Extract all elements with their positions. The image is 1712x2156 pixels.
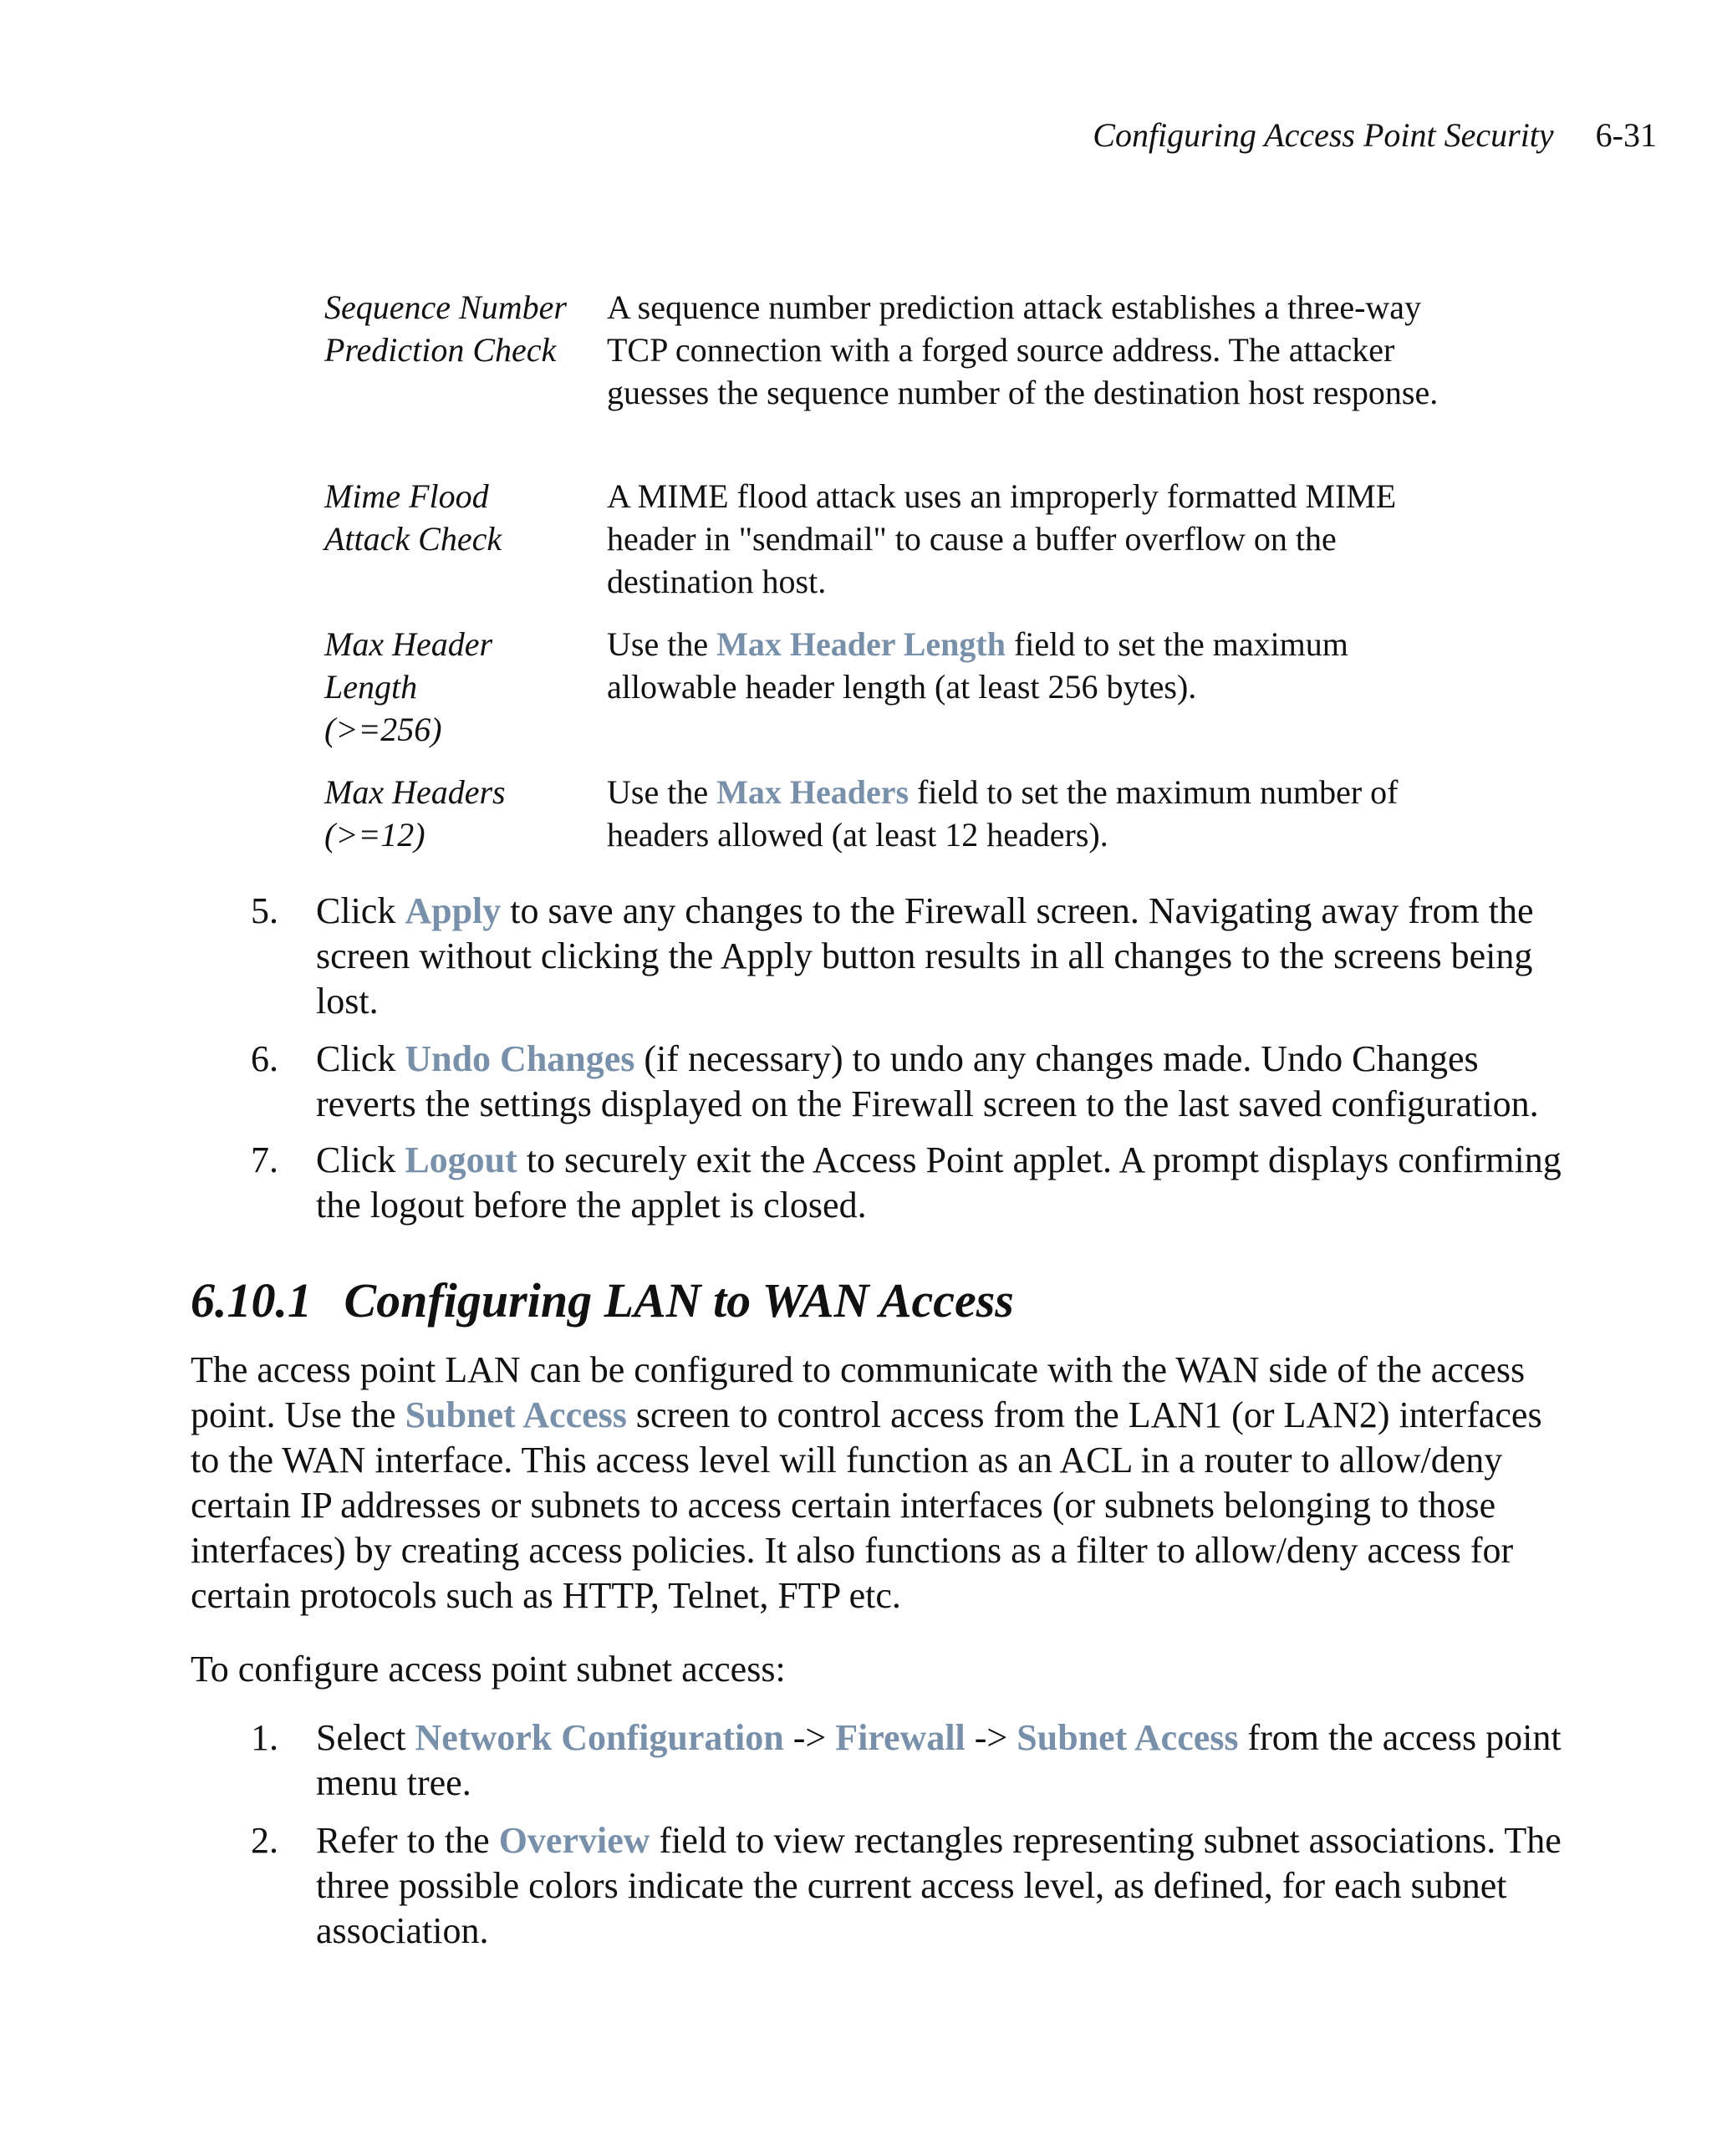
text-run: Click: [316, 890, 405, 931]
ui-reference: Max Header Length: [716, 625, 1006, 663]
text-run: Click: [316, 1038, 405, 1079]
ui-reference: Logout: [405, 1139, 517, 1180]
definition-description: [607, 286, 1443, 414]
text-run: screen to control access from the LAN1 (or LAN2) interfaces to the WAN interface. This access level will function as an ACL in a router to allow/deny certain IP addresses or subnets to access certain interfaces (or subnets belonging to those interfaces) by creating access policies. It also functions as a filter to allow/deny access for certain protocols such as HTTP, Telnet, FTP etc.: [191, 1394, 1542, 1616]
intro-paragraph: [191, 1348, 1578, 1618]
lead-paragraph: To configure access point subnet access:: [191, 1649, 786, 1690]
section-heading: [191, 1272, 1014, 1328]
text-run: ->: [965, 1717, 1017, 1758]
step-number: 2.: [251, 1820, 278, 1861]
text-run: Refer to the: [316, 1820, 499, 1861]
text-run: Use the: [607, 773, 717, 811]
definition-term: Sequence Number Prediction Check: [324, 288, 567, 369]
ui-reference: Subnet Access: [1016, 1717, 1239, 1758]
page-number: 6-31: [1595, 116, 1657, 154]
definition-description: [607, 475, 1443, 603]
text-run: The access point LAN can be configured to communicate with the WAN side of the access point. Use the: [191, 1349, 1526, 1435]
text-run: Use the: [607, 625, 717, 663]
step-text: [316, 889, 1587, 1024]
ui-reference: Apply: [405, 890, 502, 931]
step-number: 7.: [251, 1139, 278, 1180]
ui-reference: Undo Changes: [405, 1038, 635, 1079]
text-run: to securely exit the Access Point applet. A prompt displays confirming the logout before the applet is closed.: [316, 1139, 1562, 1226]
ui-reference: Subnet Access: [405, 1394, 627, 1435]
text-run: field to set the maximum allowable header length (at least 256 bytes).: [607, 625, 1348, 706]
step-text: [316, 1037, 1587, 1127]
text-run: A MIME flood attack uses an improperly formatted MIME header in "sendmail" to cause a buffer overflow on the destination host.: [607, 477, 1397, 600]
ui-reference: Overview: [498, 1820, 650, 1861]
definition-description: [607, 771, 1443, 856]
text-run: Click: [316, 1139, 405, 1180]
step-number: 6.: [251, 1038, 278, 1079]
ui-reference: Network Configuration: [415, 1717, 784, 1758]
section-number: 6.10.1: [191, 1273, 312, 1328]
definition-description: [607, 623, 1443, 708]
text-run: from the access point menu tree.: [316, 1717, 1562, 1803]
text-run: (if necessary) to undo any changes made. Undo Changes reverts the settings displayed on the Firewall screen to the last saved configuration.: [316, 1038, 1539, 1124]
text-run: ->: [783, 1717, 836, 1758]
step-text: [316, 1818, 1587, 1954]
text-run: Select: [316, 1717, 415, 1758]
text-run: field to view rectangles representing subnet associations. The three possible colors indicate the current access level, as defined, for each subnet association.: [316, 1820, 1562, 1951]
ui-reference: Max Headers: [716, 773, 910, 811]
step-text: [316, 1715, 1587, 1806]
ui-reference: Firewall: [835, 1717, 966, 1758]
step-number: 5.: [251, 890, 278, 931]
step-number: 1.: [251, 1717, 278, 1758]
text-run: field to set the maximum number of headers allowed (at least 12 headers).: [607, 773, 1399, 854]
definition-term: Mime Flood Attack Check: [324, 477, 502, 558]
definition-term: Max Headers (>=12): [324, 773, 506, 854]
step-text: [316, 1138, 1587, 1228]
section-title: Configuring LAN to WAN Access: [344, 1273, 1014, 1328]
definition-term: Max Header Length (>=256): [324, 625, 493, 748]
running-header: [1093, 115, 1657, 155]
text-run: to save any changes to the Firewall screen. Navigating away from the screen without clicking the Apply button results in all changes to the screens being lost.: [316, 890, 1534, 1022]
text-run: A sequence number prediction attack establishes a three-way TCP connection with a forged source address. The attacker guesses the sequence number of the destination host response.: [607, 288, 1439, 411]
header-title: Configuring Access Point Security: [1093, 116, 1554, 154]
